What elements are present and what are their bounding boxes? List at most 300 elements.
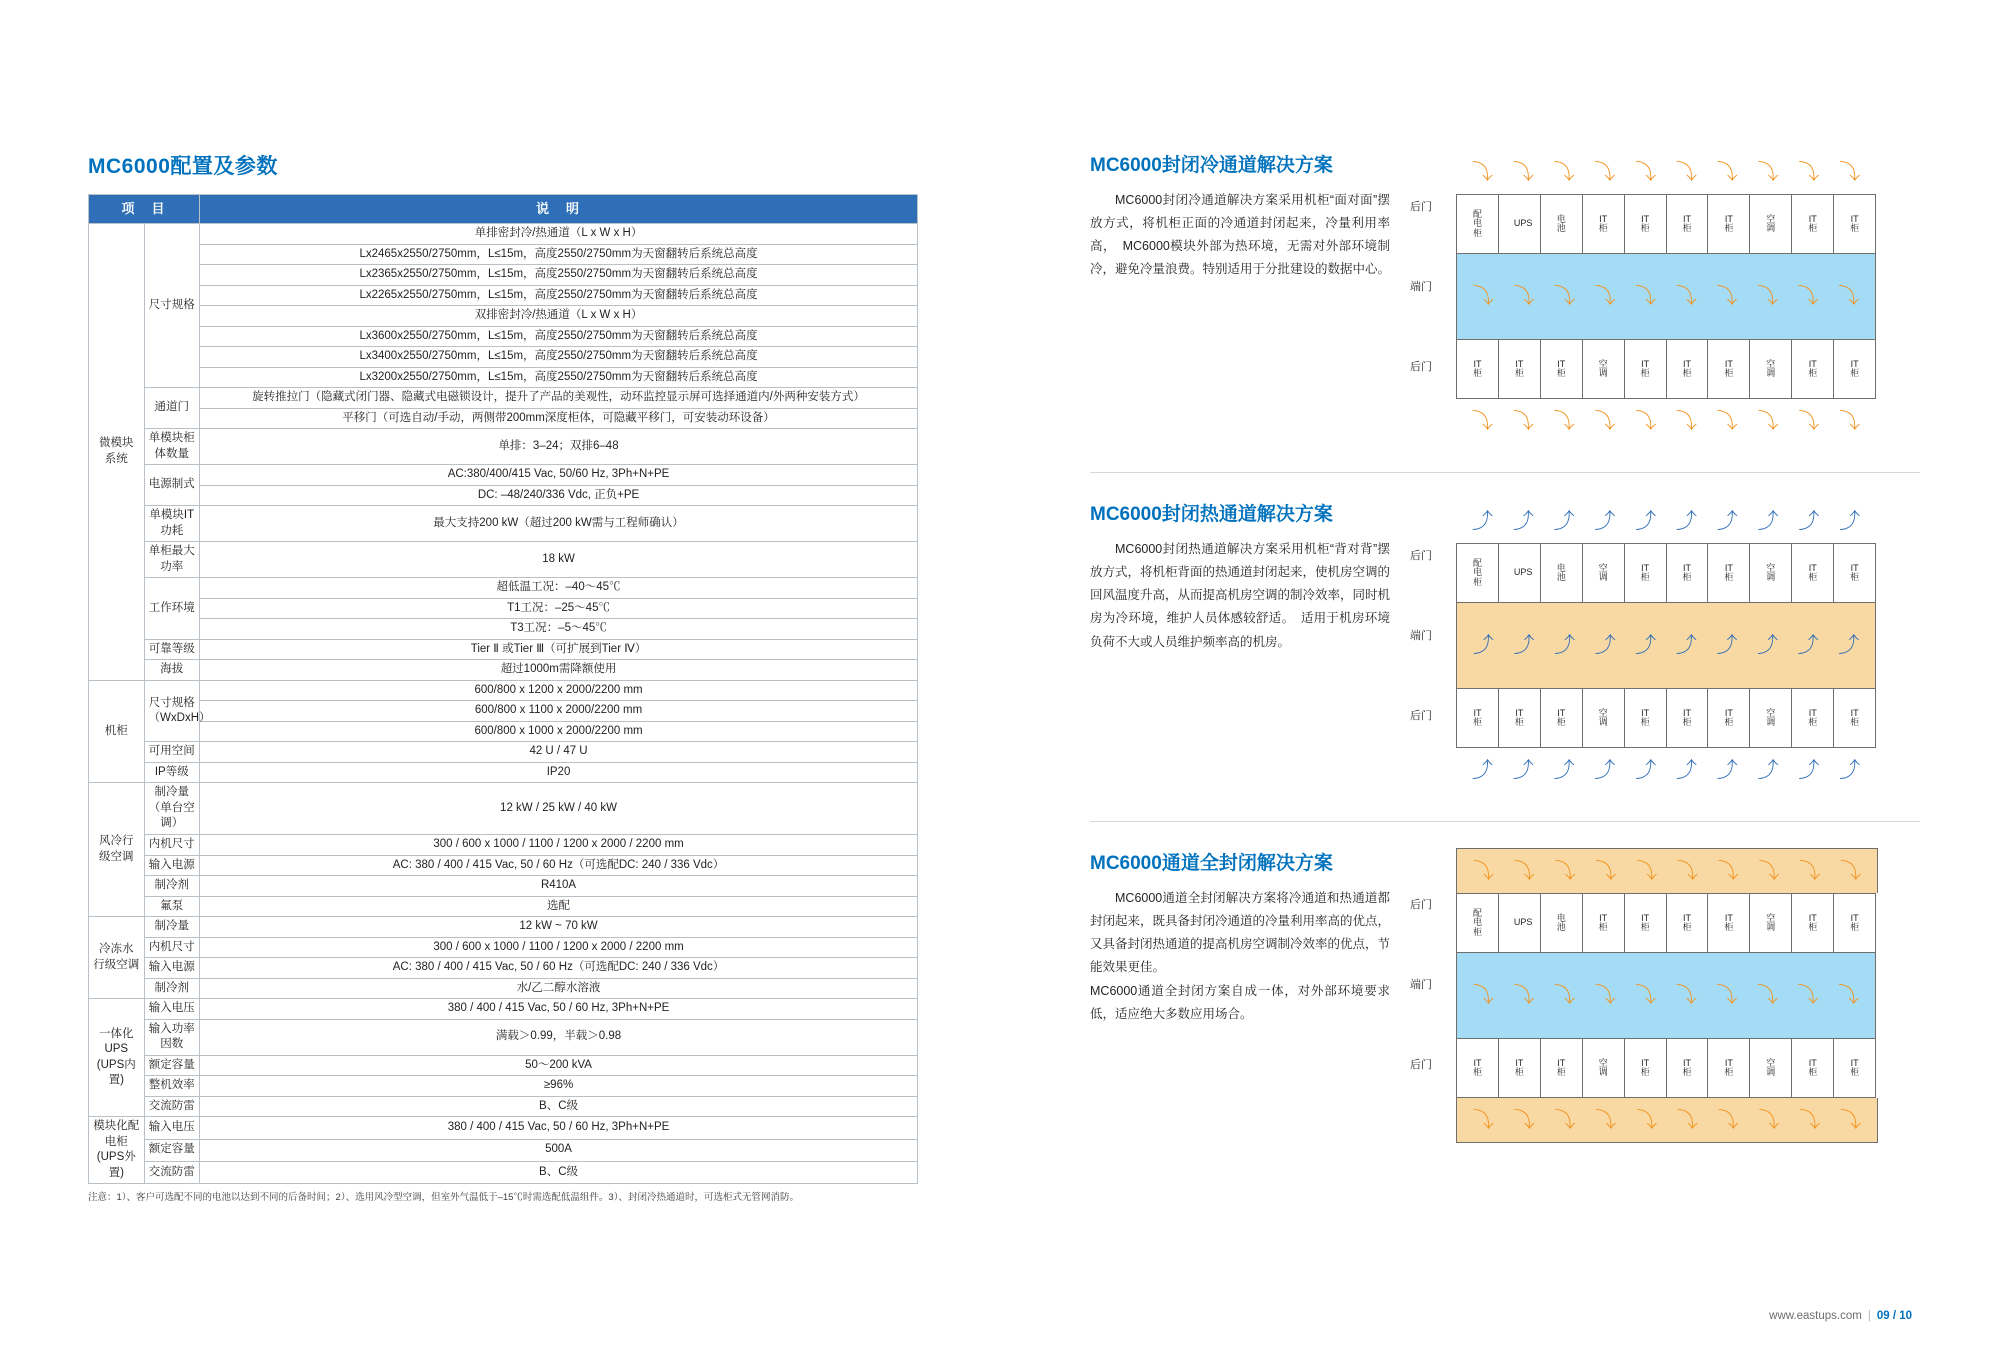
rack-cell	[1457, 340, 1499, 398]
door-label-top: 后门	[1410, 201, 1432, 213]
row-sub-label: 整机效率	[144, 1076, 200, 1097]
rack-label: IT柜	[1682, 358, 1692, 378]
row-sub-label: 输入电压	[144, 1117, 200, 1139]
rack-cell	[1499, 544, 1541, 602]
airflow-arrow-row	[1457, 635, 1875, 656]
rack-label: IT柜	[1514, 358, 1524, 378]
rack-label: IT柜	[1850, 1057, 1860, 1077]
rack-cell	[1541, 689, 1583, 747]
table-row	[89, 660, 918, 681]
table-row	[89, 578, 918, 599]
airflow-arrow-row	[1457, 286, 1875, 307]
rack-label: IT柜	[1682, 707, 1692, 727]
module-room	[1456, 893, 1876, 1098]
airflow-arrow-icon: ⤴	[1797, 634, 1819, 657]
row-sub-label: 内机尺寸	[144, 834, 200, 855]
row-sub-label: 输入电压	[144, 999, 200, 1020]
rack-label: IT柜	[1850, 707, 1860, 727]
airflow-arrow-icon: ⤵	[1756, 984, 1778, 1007]
rack-cell	[1541, 1039, 1583, 1097]
solution-title: MC6000通道全封闭解决方案	[1090, 853, 1333, 874]
page-number: 09 / 10	[1876, 1310, 1912, 1322]
rack-cell	[1834, 340, 1875, 398]
rack-label: IT柜	[1850, 562, 1860, 582]
airflow-arrow-icon: ⤴	[1594, 509, 1616, 533]
row-group-label: 机柜	[89, 680, 145, 783]
row-value: 满载＞0.99，半载＞0.98	[200, 1019, 918, 1055]
airflow-arrow-icon: ⤴	[1839, 509, 1861, 533]
airflow-arrow-icon: ⤴	[1757, 509, 1779, 533]
table-row	[89, 762, 918, 783]
solution-description: MC6000封闭热通道解决方案采用机柜“背对背”摆放方式，将机柜背面的热通道封闭起来，使机房空调的回风温度升高，从而提高机房空调的制冷效率，同时机房为冷环境，维护人员体感较舒适。 适用于机房环境负荷不大或人员维护频率高的机房。	[1090, 542, 1391, 649]
door-label-middle: 端门	[1410, 630, 1432, 642]
rack-label: UPS	[1513, 917, 1533, 928]
row-value: 380 / 400 / 415 Vac, 50 / 60 Hz, 3Ph+N+PE	[200, 999, 918, 1020]
airflow-arrow-icon: ⤵	[1594, 160, 1616, 184]
airflow-arrow-icon: ⤵	[1758, 1108, 1780, 1132]
rack-cell	[1499, 894, 1541, 952]
row-value: 最大支持200 kW（超过200 kW需与工程师确认）	[200, 506, 918, 542]
table-row	[89, 506, 918, 542]
airflow-arrow-icon: ⤵	[1471, 409, 1493, 433]
row-value: Lx3400x2550/2750mm，L≤15m，高度2550/2750mm为天窗翻转后系统总高度	[200, 347, 918, 368]
airflow-arrow-icon: ⤴	[1839, 758, 1861, 782]
door-label-bottom: 后门	[1410, 1059, 1432, 1071]
airflow-arrow-icon: ⤵	[1840, 1108, 1862, 1132]
bottom-rack-row	[1457, 1039, 1875, 1097]
layout-diagram	[1410, 150, 1900, 443]
table-note: 注意：1）、客户可选配不同的电池以达到不同的后备时间；2）、选用风冷型空调，但室外气温低于–15℃时需选配低温组件。3）、封闭冷热通道时，可选柜式无管网消防。	[88, 1192, 799, 1204]
top-rack-row	[1457, 894, 1875, 953]
rack-cell	[1457, 894, 1499, 952]
rack-cell	[1667, 340, 1709, 398]
airflow-arrow-icon: ⤵	[1839, 409, 1861, 433]
airflow-arrow-icon: ⤵	[1716, 285, 1738, 308]
rack-label: 配电柜	[1472, 557, 1482, 587]
airflow-arrow-icon: ⤵	[1717, 859, 1739, 883]
table-row	[89, 958, 918, 979]
header-desc: 说 明	[200, 195, 918, 224]
rack-label: IT柜	[1598, 912, 1608, 932]
rack-cell	[1541, 894, 1583, 952]
rack-label: IT柜	[1640, 707, 1650, 727]
airflow-arrow-icon: ⤴	[1756, 634, 1778, 657]
rack-label: IT柜	[1640, 912, 1650, 932]
rack-label: IT柜	[1808, 358, 1818, 378]
rack-label: IT柜	[1682, 912, 1692, 932]
rack-label: 电池	[1556, 213, 1566, 233]
rack-cell	[1750, 340, 1792, 398]
layout-diagram	[1410, 499, 1900, 792]
bottom-airflow-band	[1456, 1098, 1878, 1143]
rack-cell	[1541, 544, 1583, 602]
top-rack-row	[1457, 544, 1875, 603]
airflow-arrow-icon: ⤵	[1553, 409, 1575, 433]
section-divider	[1090, 821, 1920, 822]
door-label-top: 后门	[1410, 550, 1432, 562]
rack-cell	[1667, 544, 1709, 602]
rack-label: 空调	[1598, 1057, 1608, 1077]
row-sub-label: 电源制式	[144, 465, 200, 506]
bottom-airflow-band	[1456, 748, 1876, 792]
airflow-arrow-icon: ⤵	[1757, 160, 1779, 184]
airflow-arrow-icon: ⤵	[1675, 409, 1697, 433]
rack-label: 空调	[1598, 562, 1608, 582]
table-row	[89, 598, 918, 619]
row-value: 旋转推拉门（隐藏式闭门器、隐藏式电磁锁设计，提升了产品的美观性，动环监控显示屏可选择通道内/外两种安装方式）	[200, 388, 918, 409]
airflow-arrow-icon: ⤴	[1716, 509, 1738, 533]
row-sub-label: 额定容量	[144, 1055, 200, 1076]
airflow-arrow-icon: ⤴	[1635, 634, 1657, 657]
rack-label: UPS	[1513, 218, 1533, 229]
airflow-arrow-row	[1456, 511, 1876, 532]
table-row	[89, 742, 918, 763]
row-value: 380 / 400 / 415 Vac, 50 / 60 Hz, 3Ph+N+PE	[200, 1117, 918, 1139]
airflow-arrow-icon: ⤴	[1675, 758, 1697, 782]
rack-label: 配电柜	[1472, 907, 1482, 937]
airflow-arrow-icon: ⤴	[1798, 509, 1820, 533]
airflow-arrow-icon: ⤴	[1838, 634, 1860, 657]
airflow-arrow-icon: ⤴	[1635, 758, 1657, 782]
row-sub-label: 交流防雷	[144, 1161, 200, 1183]
rack-label: IT柜	[1598, 213, 1608, 233]
bottom-airflow-band	[1456, 399, 1876, 443]
airflow-arrow-icon: ⤴	[1675, 509, 1697, 533]
row-value: Lx3200x2550/2750mm，L≤15m，高度2550/2750mm为天窗翻转后系统总高度	[200, 367, 918, 388]
rack-cell	[1834, 544, 1875, 602]
airflow-arrow-icon: ⤴	[1512, 758, 1534, 782]
aisle-area	[1457, 953, 1875, 1039]
row-value: 500A	[200, 1139, 918, 1161]
row-sub-label: 制冷量	[144, 917, 200, 938]
rack-label: IT柜	[1808, 213, 1818, 233]
rack-cell	[1583, 195, 1625, 253]
rack-cell	[1583, 689, 1625, 747]
airflow-arrow-icon: ⤵	[1513, 984, 1535, 1007]
rack-label: IT柜	[1514, 707, 1524, 727]
rack-cell	[1792, 1039, 1834, 1097]
airflow-arrow-icon: ⤵	[1756, 285, 1778, 308]
table-row	[89, 367, 918, 388]
rack-cell	[1457, 689, 1499, 747]
airflow-arrow-row	[1456, 162, 1876, 183]
table-row	[89, 306, 918, 327]
rack-label: IT柜	[1808, 562, 1818, 582]
row-sub-label: 输入电源	[144, 855, 200, 876]
row-group-label: 一体化UPS (UPS内置)	[89, 999, 145, 1117]
solution-description: MC6000通道全封闭解决方案将冷通道和热通道都封闭起来，既具备封闭冷通道的冷量利用率高的优点，又具备封闭热通道的提高机房空调制冷效率的优点，节能效果更佳。 MC6000通道全封闭方案自成一体，对外部环境要求低，适应绝大多数应用场合。	[1090, 891, 1391, 1021]
rack-label: 空调	[1766, 912, 1776, 932]
rack-cell	[1583, 340, 1625, 398]
table-row	[89, 347, 918, 368]
rack-label: IT柜	[1724, 707, 1734, 727]
airflow-arrow-icon: ⤵	[1757, 409, 1779, 433]
row-value: 水/乙二醇水溶液	[200, 978, 918, 999]
rack-cell	[1625, 195, 1667, 253]
rack-label: IT柜	[1472, 1057, 1482, 1077]
row-sub-label: 交流防雷	[144, 1096, 200, 1117]
rack-cell	[1499, 340, 1541, 398]
rack-cell	[1499, 689, 1541, 747]
airflow-arrow-icon: ⤵	[1838, 285, 1860, 308]
top-airflow-band	[1456, 150, 1876, 194]
airflow-arrow-icon: ⤵	[1595, 859, 1617, 883]
rack-label: 空调	[1766, 562, 1776, 582]
rack-cell	[1792, 340, 1834, 398]
rack-cell	[1541, 195, 1583, 253]
solution-section	[1090, 848, 1920, 1148]
row-value: 18 kW	[200, 542, 918, 578]
rack-label: IT柜	[1472, 707, 1482, 727]
table-row	[89, 485, 918, 506]
rack-cell	[1750, 689, 1792, 747]
table-row	[89, 855, 918, 876]
top-airflow-band	[1456, 499, 1876, 543]
module-room	[1456, 543, 1876, 748]
airflow-arrow-icon: ⤵	[1512, 160, 1534, 184]
rack-label: 空调	[1766, 707, 1776, 727]
rack-cell	[1792, 689, 1834, 747]
airflow-arrow-icon: ⤵	[1799, 1108, 1821, 1132]
airflow-arrow-icon: ⤴	[1553, 634, 1575, 657]
airflow-arrow-icon: ⤵	[1635, 409, 1657, 433]
row-value: Lx2365x2550/2750mm，L≤15m，高度2550/2750mm为天窗翻转后系统总高度	[200, 265, 918, 286]
page-title: MC6000配置及参数	[88, 155, 278, 178]
spec-column	[88, 150, 918, 1206]
row-sub-label: 制冷剂	[144, 876, 200, 897]
airflow-arrow-icon: ⤴	[1471, 758, 1493, 782]
airflow-arrow-icon: ⤵	[1594, 409, 1616, 433]
rack-cell	[1583, 544, 1625, 602]
rack-cell	[1457, 195, 1499, 253]
airflow-arrow-icon: ⤵	[1553, 160, 1575, 184]
rack-cell	[1834, 894, 1875, 952]
table-row	[89, 244, 918, 265]
row-sub-label: 氟泵	[144, 896, 200, 917]
table-row	[89, 937, 918, 958]
row-value: ≥96%	[200, 1076, 918, 1097]
rack-label: IT柜	[1724, 358, 1734, 378]
rack-cell	[1667, 195, 1709, 253]
rack-label: IT柜	[1850, 213, 1860, 233]
airflow-arrow-icon: ⤵	[1799, 859, 1821, 883]
rack-label: IT柜	[1556, 707, 1566, 727]
door-label-middle: 端门	[1410, 281, 1432, 293]
door-label-middle: 端门	[1410, 979, 1432, 991]
airflow-arrow-icon: ⤵	[1717, 1108, 1739, 1132]
table-row	[89, 721, 918, 742]
row-sub-label: 单柜最大功率	[144, 542, 200, 578]
rack-cell	[1708, 340, 1750, 398]
rack-cell	[1792, 894, 1834, 952]
rack-label: IT柜	[1640, 562, 1650, 582]
table-row	[89, 1055, 918, 1076]
airflow-arrow-icon: ⤵	[1636, 859, 1658, 883]
table-row	[89, 999, 918, 1020]
rack-cell	[1541, 340, 1583, 398]
table-row	[89, 388, 918, 409]
row-value: 单排：3–24；双排6–48	[200, 429, 918, 465]
module-room	[1456, 194, 1876, 399]
rack-label: IT柜	[1556, 358, 1566, 378]
rack-label: 配电柜	[1472, 208, 1482, 238]
airflow-arrow-icon: ⤴	[1716, 758, 1738, 782]
rack-cell	[1625, 689, 1667, 747]
rack-cell	[1625, 340, 1667, 398]
row-value: 12 kW ~ 70 kW	[200, 917, 918, 938]
table-row	[89, 1019, 918, 1055]
airflow-arrow-icon: ⤵	[1635, 984, 1657, 1007]
aisle-area	[1457, 254, 1875, 340]
row-value: 300 / 600 x 1000 / 1100 / 1200 x 2000 / 2200 mm	[200, 834, 918, 855]
airflow-arrow-icon: ⤴	[1594, 758, 1616, 782]
airflow-arrow-icon: ⤵	[1797, 285, 1819, 308]
table-row	[89, 619, 918, 640]
airflow-arrow-row	[1456, 411, 1876, 432]
airflow-arrow-icon: ⤵	[1472, 984, 1494, 1007]
row-sub-label: 内机尺寸	[144, 937, 200, 958]
airflow-arrow-icon: ⤵	[1594, 285, 1616, 308]
row-value: 双排密封冷/热通道（L x W x H）	[200, 306, 918, 327]
airflow-arrow-icon: ⤵	[1471, 160, 1493, 184]
rack-label: IT柜	[1850, 358, 1860, 378]
header-item: 项 目	[89, 195, 200, 224]
row-value: 12 kW / 25 kW / 40 kW	[200, 783, 918, 835]
rack-cell	[1792, 544, 1834, 602]
row-sub-label: IP等级	[144, 762, 200, 783]
rack-label: IT柜	[1724, 912, 1734, 932]
row-group-label: 风冷行 级空调	[89, 783, 145, 917]
rack-cell	[1708, 689, 1750, 747]
rack-cell	[1625, 894, 1667, 952]
rack-cell	[1499, 195, 1541, 253]
row-value: 超低温工况：–40～45℃	[200, 578, 918, 599]
airflow-arrow-icon: ⤵	[1716, 409, 1738, 433]
row-value: Lx2265x2550/2750mm，L≤15m，高度2550/2750mm为天窗翻转后系统总高度	[200, 285, 918, 306]
door-label-bottom: 后门	[1410, 361, 1432, 373]
solution-title: MC6000封闭热通道解决方案	[1090, 504, 1333, 525]
row-value: IP20	[200, 762, 918, 783]
row-value: 50～200 kVA	[200, 1055, 918, 1076]
footer-site[interactable]: www.eastups.com	[1769, 1310, 1862, 1322]
row-sub-label: 海拔	[144, 660, 200, 681]
row-value: 42 U / 47 U	[200, 742, 918, 763]
footer	[1769, 1310, 1912, 1322]
row-value: 平移门（可选自动/手动，两侧带200mm深度柜体，可隐藏平移门，可安装动环设备）	[200, 408, 918, 429]
row-value: AC:380/400/415 Vac, 50/60 Hz, 3Ph+N+PE	[200, 465, 918, 486]
rack-label: IT柜	[1850, 912, 1860, 932]
rack-label: IT柜	[1640, 1057, 1650, 1077]
bottom-rack-row	[1457, 689, 1875, 747]
airflow-arrow-icon: ⤵	[1595, 1108, 1617, 1132]
airflow-arrow-icon: ⤵	[1472, 1108, 1494, 1132]
airflow-arrow-icon: ⤴	[1553, 509, 1575, 533]
row-value: 选配	[200, 896, 918, 917]
rack-label: 空调	[1766, 1057, 1776, 1077]
rack-label: IT柜	[1808, 1057, 1818, 1077]
rack-cell	[1834, 1039, 1875, 1097]
airflow-arrow-icon: ⤵	[1716, 160, 1738, 184]
airflow-arrow-icon: ⤴	[1471, 509, 1493, 533]
row-sub-label: 输入功率因数	[144, 1019, 200, 1055]
rack-cell	[1792, 195, 1834, 253]
rack-cell	[1667, 894, 1709, 952]
row-sub-label: 可用空间	[144, 742, 200, 763]
row-value: 单排密封冷/热通道（L x W x H）	[200, 224, 918, 245]
rack-label: IT柜	[1556, 1057, 1566, 1077]
airflow-arrow-icon: ⤵	[1635, 285, 1657, 308]
airflow-arrow-icon: ⤵	[1594, 984, 1616, 1007]
row-value: DC: –48/240/336 Vdc, 正负+PE	[200, 485, 918, 506]
rack-label: 空调	[1598, 707, 1608, 727]
rack-cell	[1625, 544, 1667, 602]
airflow-arrow-icon: ⤵	[1839, 160, 1861, 184]
rack-cell	[1625, 1039, 1667, 1097]
airflow-arrow-icon: ⤵	[1797, 984, 1819, 1007]
airflow-arrow-icon: ⤵	[1675, 160, 1697, 184]
airflow-arrow-icon: ⤵	[1554, 1108, 1576, 1132]
rack-label: IT柜	[1472, 358, 1482, 378]
row-group-label: 模块化配 电柜 (UPS外置)	[89, 1117, 145, 1184]
table-row	[89, 1161, 918, 1183]
airflow-arrow-row	[1456, 760, 1876, 781]
airflow-arrow-icon: ⤵	[1838, 984, 1860, 1007]
row-group-label: 冷冻水 行级空调	[89, 917, 145, 999]
airflow-arrow-icon: ⤴	[1553, 758, 1575, 782]
table-row	[89, 783, 918, 835]
airflow-arrow-icon: ⤴	[1513, 634, 1535, 657]
rack-label: 空调	[1766, 213, 1776, 233]
spec-table	[88, 194, 918, 1184]
airflow-arrow-icon: ⤵	[1472, 285, 1494, 308]
row-sub-label: 制冷剂	[144, 978, 200, 999]
airflow-arrow-icon: ⤵	[1472, 859, 1494, 883]
row-sub-label: 通道门	[144, 388, 200, 429]
layout-diagram	[1410, 848, 1900, 1143]
row-sub-label: 输入电源	[144, 958, 200, 979]
row-value: T1工况：–25～45℃	[200, 598, 918, 619]
rack-label: IT柜	[1640, 213, 1650, 233]
section-divider	[1090, 472, 1920, 473]
airflow-arrow-icon: ⤵	[1716, 984, 1738, 1007]
rack-label: IT柜	[1724, 562, 1734, 582]
airflow-arrow-icon: ⤵	[1513, 285, 1535, 308]
table-row	[89, 429, 918, 465]
top-airflow-band	[1456, 848, 1878, 893]
rack-cell	[1750, 544, 1792, 602]
row-value: AC: 380 / 400 / 415 Vac, 50 / 60 Hz（可选配DC: 240 / 336 Vdc）	[200, 855, 918, 876]
row-sub-label: 尺寸规格	[144, 224, 200, 388]
airflow-arrow-icon: ⤵	[1513, 859, 1535, 883]
rack-label: IT柜	[1808, 912, 1818, 932]
airflow-arrow-icon: ⤵	[1798, 409, 1820, 433]
row-sub-label: 可靠等级	[144, 639, 200, 660]
row-value: Lx3600x2550/2750mm，L≤15m，高度2550/2750mm为天窗翻转后系统总高度	[200, 326, 918, 347]
airflow-arrow-icon: ⤵	[1512, 409, 1534, 433]
rack-label: UPS	[1513, 567, 1533, 578]
rack-cell	[1667, 689, 1709, 747]
rack-cell	[1708, 1039, 1750, 1097]
airflow-arrow-icon: ⤵	[1840, 859, 1862, 883]
footer-separator: |	[1867, 1310, 1871, 1322]
rack-cell	[1667, 1039, 1709, 1097]
airflow-arrow-icon: ⤴	[1512, 509, 1534, 533]
rack-cell	[1583, 1039, 1625, 1097]
airflow-arrow-icon: ⤴	[1675, 634, 1697, 657]
airflow-arrow-icon: ⤴	[1472, 634, 1494, 657]
rack-cell	[1583, 894, 1625, 952]
airflow-arrow-icon: ⤵	[1675, 984, 1697, 1007]
